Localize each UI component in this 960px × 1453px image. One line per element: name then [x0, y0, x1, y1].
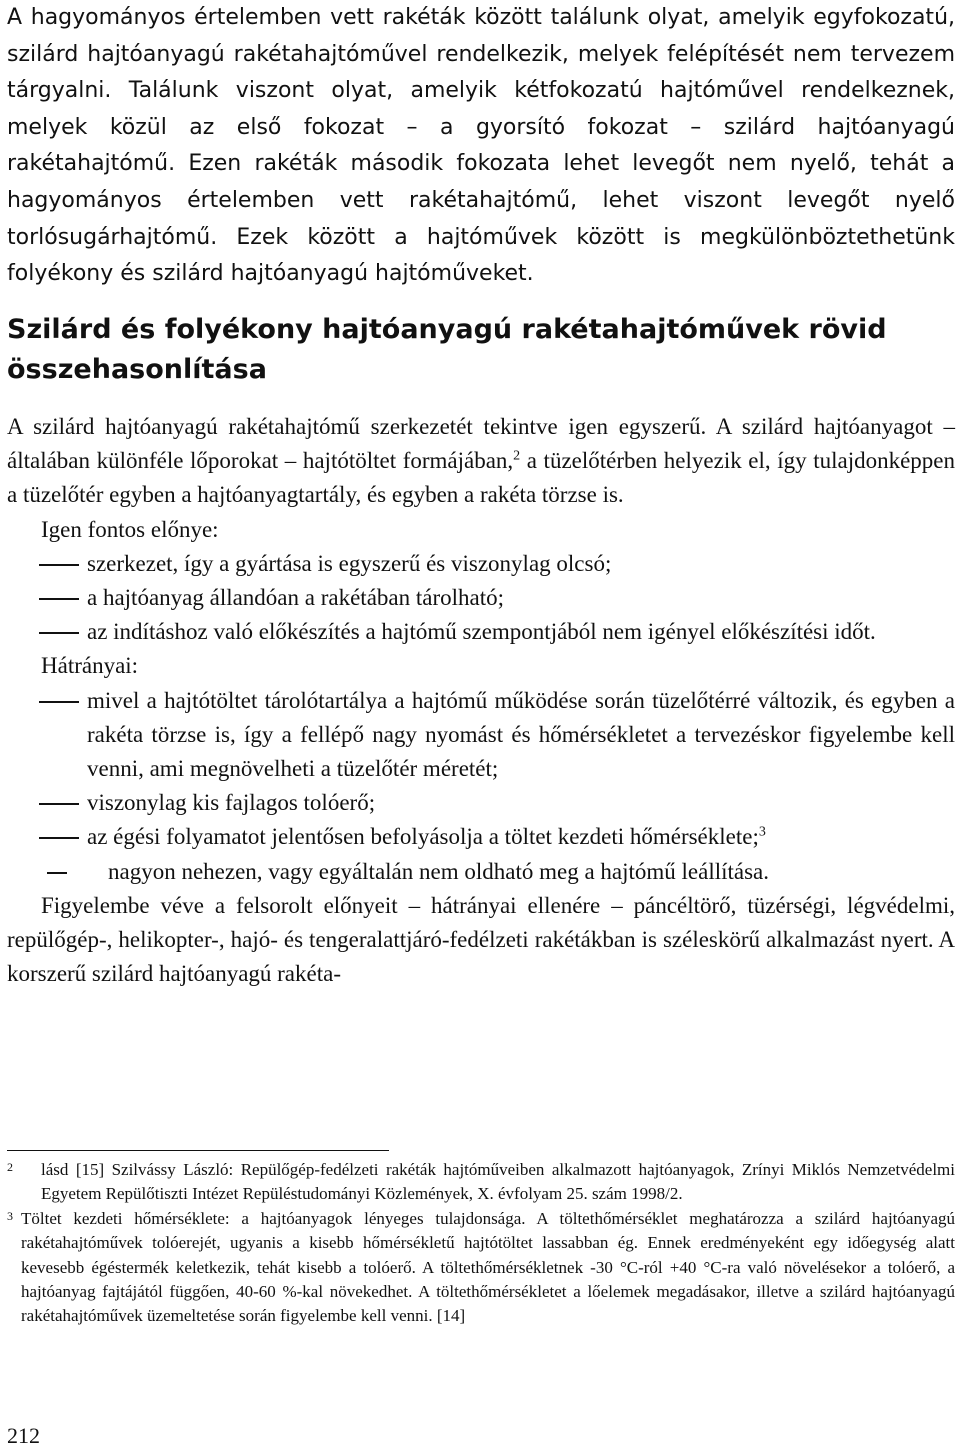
- advantage-item: [7, 547, 955, 581]
- advantage-item: [7, 615, 955, 649]
- dash-bullet: [39, 701, 79, 703]
- footnote-separator: [7, 1150, 389, 1151]
- footnote-text: Töltet kezdeti hőmérséklete: a hajtóanyagok lényeges tulajdonsága. A töltethőmérséklet meghatározza a szilárd hajtóanyagú rakétahajtóművek tolóerejét, ugyanis a kisebb hőmérsékletű hajtótöltet lassabban ég. Ennek eredményeként egy időegység alatt kevesebb égéstermék keletkezik, tehát kisebb a tolóerő. A töltethőmérsékletnek -30 °C-ról +40 °C-ra való növelésekor a tolóerő, a hajtóanyag fajtájától függően, 40-60 %-kal növekedhet. A töltethőmérsékletet a lőelemek megadásakor, illetve a szilárd hajtóanyagú rakétahajtóművek üzemeltetése során figyelembe kell venni. [14]: [21, 1208, 955, 1326]
- list-item-text: mivel a hajtótöltet tárolótartálya a hajtómű működése során tüzelőtérré változik, és egyben a rakéta törzse is, így a fellépő nagy nyomást és hőmérsékletet a tervezéskor figyelembe kell venni, ami megnövelheti a tüzelőtér méretét;: [87, 687, 955, 782]
- body-paragraph: [7, 410, 955, 513]
- disadvantages-label: Hátrányai:: [41, 653, 139, 679]
- dash-bullet: [39, 803, 79, 805]
- disadvantage-item: [7, 820, 955, 854]
- list-item-text: a hajtóanyag állandóan a rakétában tárolható;: [87, 585, 504, 611]
- advantages-label: Igen fontos előnye:: [41, 516, 219, 542]
- paragraph-text-continued: a tüzelőtérben helyezik el, így tulajdonképpen a tüzelőtér egyben a hajtóanyagtartály, és egyben a rakéta törzse is.: [7, 448, 955, 508]
- footnotes: [7, 1158, 955, 1329]
- list-item-text: az égési folyamatot jelentősen befolyásolja a töltet kezdeti hőmérséklete;: [87, 824, 759, 850]
- page-number: 212: [7, 1423, 40, 1448]
- dash-bullet: [39, 564, 79, 566]
- disadvantage-item: [7, 684, 955, 787]
- footnote-3: [7, 1207, 955, 1329]
- paragraph-text: A szilárd hajtóanyagú rakétahajtómű szerkezetét tekintve igen egyszerű. A szilárd hajtóanyagot – általában különféle lőporokat – hajtótöltet formájában,: [7, 414, 955, 474]
- footnote-2: [7, 1158, 955, 1207]
- dash-bullet: [47, 872, 67, 874]
- footnote-number: 3: [7, 1208, 13, 1223]
- footnote-text: [15] Szilvássy László: Repülőgép-fedélzeti rakéták hajtóműveiben alkalmazott hajtóanyagok, Zrínyi Miklós Nemzetvédelmi Egyetem Repülőtiszti Intézet Repüléstudományi Közlemények, X. évfolyam 25. szám 1998/2.: [41, 1160, 955, 1204]
- footnote-ref-2[interactable]: 2: [513, 448, 521, 464]
- list-item-text: viszonylag kis fajlagos tolóerő;: [87, 790, 376, 816]
- intro-paragraph: A hagyományos értelemben vett rakéták között találunk olyat, amelyik egyfokozatú, szilárd hajtóanyagú rakétahajtóművel rendelkezik, melyek felépítését nem tervezem tárgyalni. Találunk viszont olyat, amelyik kétfokozatú hajtóművel rendelkeznek, melyek közül az első fokozat – a gyorsító fokozat – szilárd hajtóanyagú rakétahajtómű. Ezen rakéták második fokozata lehet levegőt nem nyelő, tehát a hagyományos értelemben vett rakétahajtómű, lehet viszont levegőt nyelő torlósugárhajtómű. Ezek között a hajtóművek között is megkülönböztethetünk folyékony és szilárd hajtóanyagú hajtóműveket.: [7, 5, 955, 287]
- dash-bullet: [39, 632, 79, 634]
- list-item-text: az indításhoz való előkészítés a hajtómű szempontjából nem igényel előkészítési időt.: [87, 619, 876, 645]
- disadvantage-item: [7, 786, 955, 820]
- section-heading: Szilárd és folyékony hajtóanyagú rakétahajtóművek rövid összehasonlítása: [7, 314, 887, 385]
- footnote-ref-3[interactable]: 3: [758, 824, 766, 840]
- closing-paragraph: Figyelembe véve a felsorolt előnyeit – hátrányai ellenére – páncéltörő, tüzérségi, légvédelmi, repülőgép-, helikopter-, hajó- és tengeralattjáró-fedélzeti rakétákban is széleskörű alkalmazást nyert. A korszerű szilárd hajtóanyagú rakéta-: [7, 892, 955, 987]
- advantage-item: [7, 581, 955, 615]
- list-item-text: nagyon nehezen, vagy egyáltalán nem oldható meg a hajtómű leállítása.: [108, 858, 770, 884]
- footnote-number: 2: [7, 1160, 13, 1174]
- dash-bullet: [39, 837, 79, 839]
- footnote-label: lásd: [41, 1160, 69, 1179]
- list-item-text: szerkezet, így a gyártása is egyszerű és viszonylag olcsó;: [87, 550, 612, 576]
- dash-bullet: [39, 598, 79, 600]
- section-body: [7, 410, 955, 991]
- disadvantage-item: [7, 855, 955, 889]
